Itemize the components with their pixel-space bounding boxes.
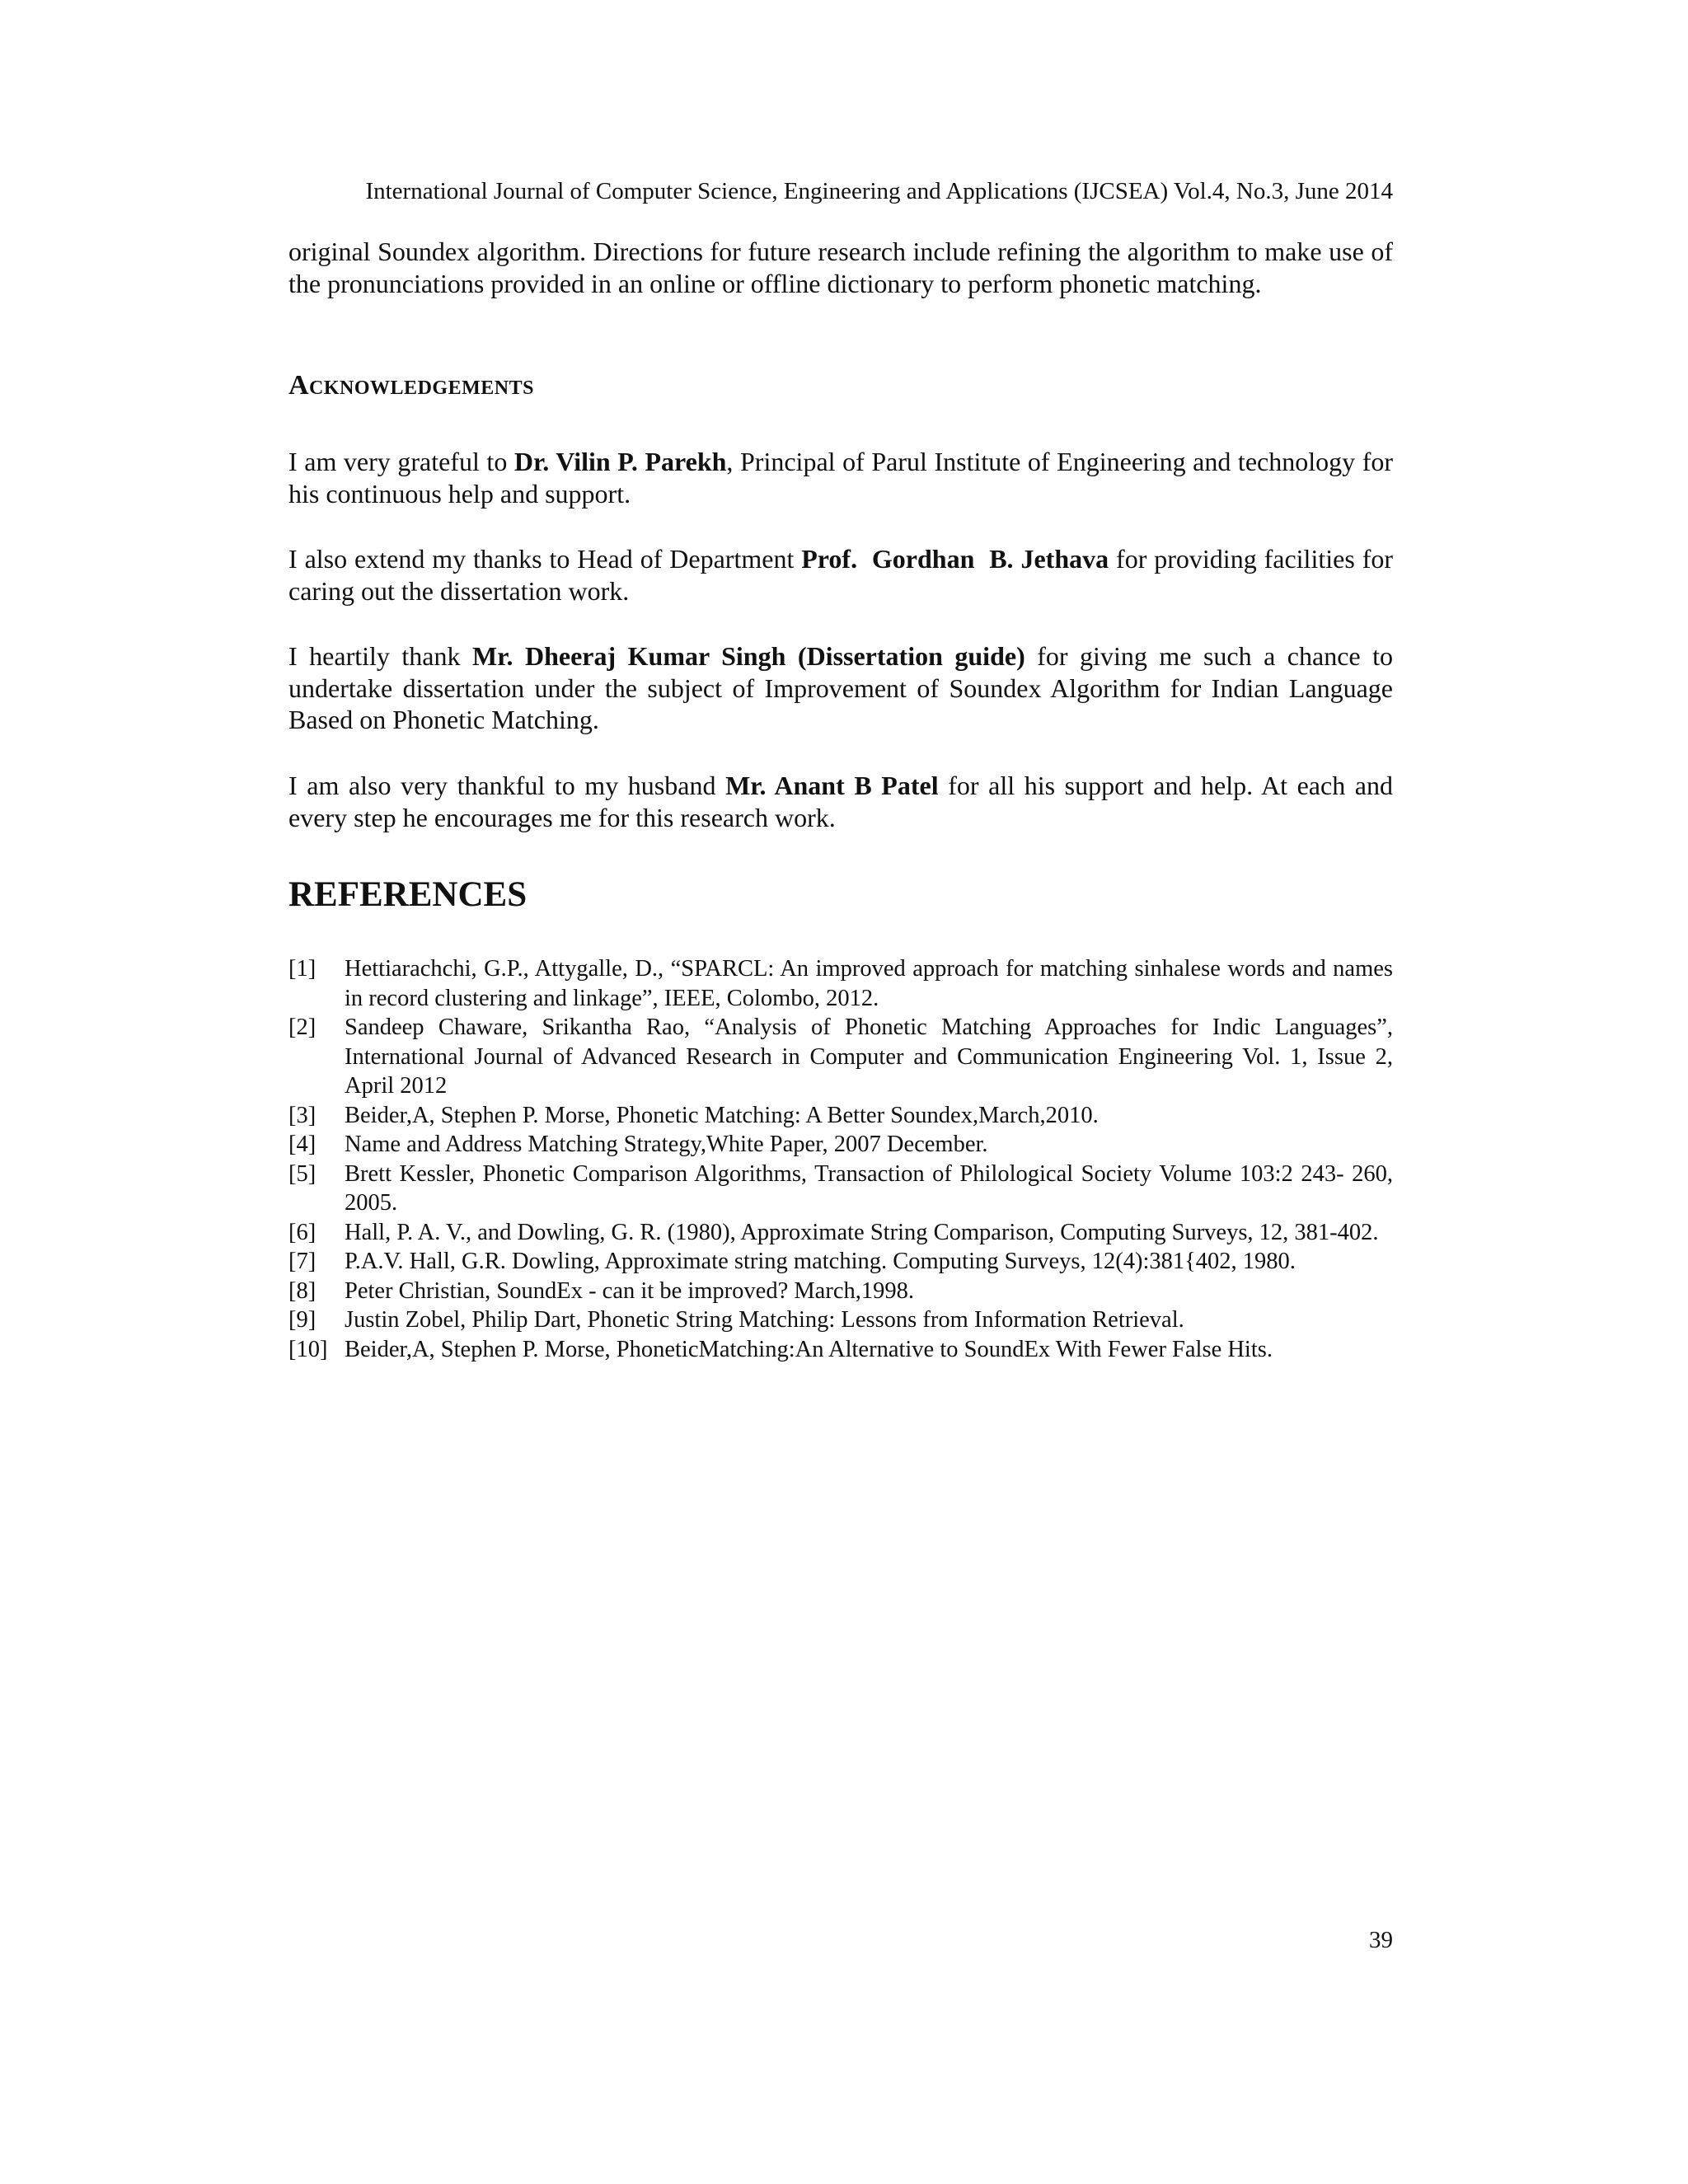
reference-item-8 [288,1277,1393,1306]
ack2-text-after: for providing facilities for caring out the dissertation work. [288,544,1394,606]
acknowledgement-paragraph-4 [288,770,1393,833]
reference-number: [1] [288,956,316,982]
reference-number: [2] [288,1015,316,1040]
reference-item-9 [288,1305,1393,1335]
reference-number: [4] [288,1132,316,1157]
ack1-bold-name: Dr. Vilin P. Parekh [513,447,727,476]
references-heading: REFERENCES [288,875,528,914]
reference-item-6 [288,1218,1393,1248]
reference-item-7 [288,1247,1393,1277]
reference-item-4 [288,1130,1393,1160]
intro-paragraph: original Soundex algorithm. Directions for future research include refining the algorithm to make use of the pronunciations provided in an online or offline dictionary to perform phonetic matching. [288,237,1393,298]
ack4-bold-name: Mr. Anant B Patel [725,771,939,800]
acknowledgement-paragraph-3 [288,640,1393,736]
ack3-text-after: for giving me such a chance to undertake dissertation under the subject of Improvement of Soundex Algorithm for Indian Language Based on Phonetic Matching. [288,641,1394,734]
reference-number: [7] [288,1249,316,1274]
ack2-text-before: I also extend my thanks to Head of Department [288,544,802,574]
ack4-text-before: I am also very thankful to my husband [288,771,726,800]
reference-text: Beider,A, Stephen P. Morse, PhoneticMatching:An Alternative to SoundEx With Fewer False Hits. [345,1336,1273,1362]
ack3-bold-name: Mr. Dheeraj Kumar Singh (Dissertation guide) [472,641,1025,671]
reference-item-3 [288,1101,1393,1131]
acknowledgement-paragraph-1 [288,446,1393,509]
ack1-text-after: , Principal of Parul Institute of Engineering and technology for his continuous help and support. [288,447,1394,509]
reference-text: Hettiarachchi, G.P., Attygalle, D., “SPARCL: An improved approach for matching sinhalese words and names in record clustering and linkage”, IEEE, Colombo, 2012. [345,956,1393,1011]
reference-list [288,954,1393,1364]
reference-text: Sandeep Chaware, Srikantha Rao, “Analysis of Phonetic Matching Approaches for Indic Languages”, International Journal of Advanced Research in Computer and Communication Engineering Vol. 1, Issue 2, April 2012 [345,1015,1393,1099]
running-header: International Journal of Computer Science, Engineering and Applications (IJCSEA) Vol.4, No.3, June 2014 [365,178,1393,204]
reference-text: Hall, P. A. V., and Dowling, G. R. (1980), Approximate String Comparison, Computing Surveys, 12, 381-402. [345,1219,1379,1245]
reference-text: Beider,A, Stephen P. Morse, Phonetic Matching: A Better Soundex,March,2010. [345,1102,1099,1128]
reference-number: [9] [288,1307,316,1333]
reference-number: [5] [288,1160,316,1187]
reference-text: Peter Christian, SoundEx - can it be improved? March,1998. [345,1277,914,1304]
reference-item-10 [288,1335,1393,1365]
reference-text: Name and Address Matching Strategy,White Paper, 2007 December. [345,1132,988,1157]
acknowledgement-paragraph-2 [288,543,1393,607]
ack1-text-before: I am very grateful to [288,447,514,476]
reference-item-1 [288,954,1393,1013]
reference-number: [8] [288,1277,316,1304]
ack2-bold-name: Prof. Gordhan B. Jethava [801,544,1109,574]
reference-text: Brett Kessler, Phonetic Comparison Algorithms, Transaction of Philological Society Volume 103:2 243- 260, 2005. [345,1160,1393,1216]
reference-number: [10] [288,1336,328,1362]
reference-item-5 [288,1160,1393,1218]
page-number: 39 [1369,1927,1393,1953]
acknowledgements-heading: Acknowledgements [288,370,534,401]
reference-number: [3] [288,1102,316,1128]
reference-text: Justin Zobel, Philip Dart, Phonetic String Matching: Lessons from Information Retrieval. [345,1307,1184,1333]
ack4-text-after: for all his support and help. At each and every step he encourages me for this research work. [288,771,1394,832]
reference-text: P.A.V. Hall, G.R. Dowling, Approximate string matching. Computing Surveys, 12(4):381{402, 1980. [345,1249,1296,1274]
reference-number: [6] [288,1219,316,1245]
reference-item-2 [288,1013,1393,1101]
ack3-text-before: I heartily thank [288,641,472,671]
